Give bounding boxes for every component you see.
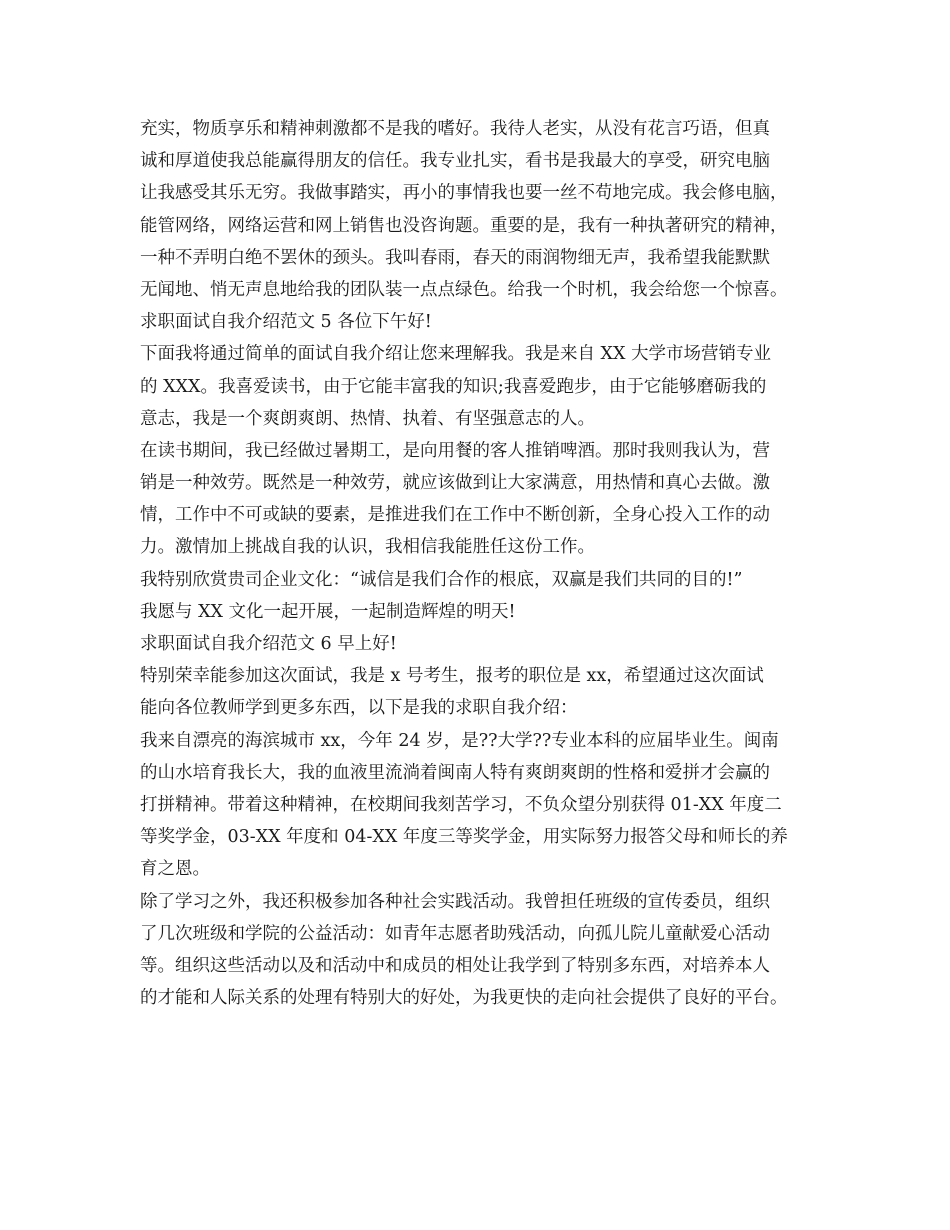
text-line: 能管网络，网络运营和网上销售也没咨询题。重要的是，我有一种执著研究的精神， xyxy=(140,215,788,236)
text-line: 的 XXX。我喜爱读书，由于它能丰富我的知识;我喜爱跑步，由于它能够磨砺我的 xyxy=(140,376,767,397)
text-line: 除了学习之外，我还积极参加各种社会实践活动。我曾担任班级的宣传委员，组织 xyxy=(140,891,770,912)
text-line: 等奖学金，03-XX 年度和 04-XX 年度三等奖学金，用实际努力报答父母和师长的养 xyxy=(140,827,788,848)
text-line: 我特别欣赏贵司企业文化：“诚信是我们合作的根底，双赢是我们共同的目的!” xyxy=(140,569,743,590)
text-line: 意志，我是一个爽朗爽朗、热情、执着、有坚强意志的人。 xyxy=(140,408,595,429)
text-line: 让我感受其乐无穷。我做事踏实，再小的事情我也要一丝不苟地完成。我会修电脑， xyxy=(140,183,788,204)
document-body xyxy=(140,113,840,1014)
text-line: 打拼精神。带着这种精神，在校期间我刻苦学习，不负众望分别获得 01-XX 年度二 xyxy=(140,794,782,815)
text-line: 等。组织这些活动以及和活动中和成员的相处让我学到了特别多东西，对培养本人 xyxy=(140,955,770,976)
text-line: 充实，物质享乐和精神刺激都不是我的嗜好。我待人老实，从没有花言巧语，但真 xyxy=(140,119,770,139)
text-line: 我来自漂亮的海滨城市 xx，今年 24 岁，是??大学??专业本科的应届毕业生。闽南 xyxy=(140,730,779,751)
text-line: 诚和厚道使我总能赢得朋友的信任。我专业扎实，看书是我最大的享受，研究电脑 xyxy=(140,151,770,172)
text-line: 特别荣幸能参加这次面试，我是 x 号考生，报考的职位是 xx，希望通过这次面试 xyxy=(140,666,764,687)
text-line: 了几次班级和学院的公益活动：如青年志愿者助残活动，向孤儿院儿童献爱心活动 xyxy=(140,923,770,944)
text-line: 无闻地、悄无声息地给我的团队装一点点绿色。给我一个时机，我会给您一个惊喜。 xyxy=(140,279,788,300)
section-heading: 求职面试自我介绍范文 5 各位下午好! xyxy=(140,312,432,333)
text-line: 的才能和人际关系的处理有特别大的好处，为我更快的走向社会提供了良好的平台。 xyxy=(140,988,788,1009)
text-line: 的山水培育我长大，我的血液里流淌着闽南人特有爽朗爽朗的性格和爱拼才会赢的 xyxy=(140,762,770,783)
text-line: 力。激情加上挑战自我的认识，我相信我能胜任这份工作。 xyxy=(140,537,595,558)
text-line: 一种不弄明白绝不罢休的颈头。我叫春雨，春天的雨润物细无声，我希望我能默默 xyxy=(140,247,770,268)
section-heading: 求职面试自我介绍范文 6 早上好! xyxy=(140,634,397,654)
text-line: 情，工作中不可或缺的要素，是推进我们在工作中不断创新，全身心投入工作的动 xyxy=(140,505,770,526)
text-line: 育之恩。 xyxy=(140,859,210,880)
text-line: 销是一种效劳。既然是一种效劳，就应该做到让大家满意，用热情和真心去做。激 xyxy=(140,473,770,494)
text-line: 我愿与 XX 文化一起开展，一起制造辉煌的明天! xyxy=(140,601,516,622)
text-line: 能向各位教师学到更多东西，以下是我的求职自我介绍： xyxy=(140,698,578,719)
text-line: 在读书期间，我已经做过暑期工，是向用餐的客人推销啤酒。那时我则我认为，营 xyxy=(140,440,770,461)
text-line: 下面我将通过简单的面试自我介绍让您来理解我。我是来自 XX 大学市场营销专业 xyxy=(140,344,772,365)
